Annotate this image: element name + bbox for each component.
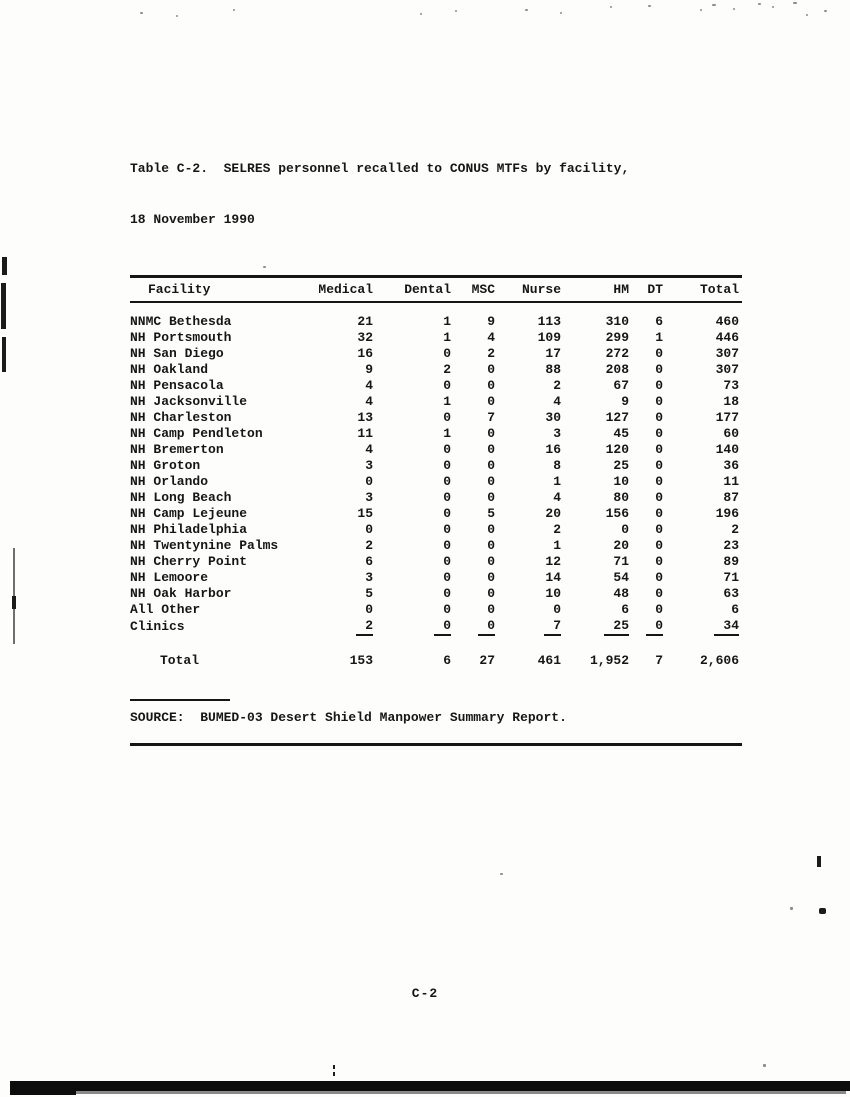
value-cell: 0 xyxy=(655,570,663,585)
value-cell: 6 xyxy=(621,602,629,617)
value-cell: 5 xyxy=(365,586,373,601)
value-cell: 13 xyxy=(357,410,373,425)
facility-cell: NH Long Beach xyxy=(130,490,232,505)
value-cell: 21 xyxy=(357,314,373,329)
value-cell: 2 xyxy=(487,346,495,361)
facility-cell: NH Oakland xyxy=(130,362,209,377)
value-cell: 0 xyxy=(655,506,663,521)
table-row xyxy=(130,618,742,636)
value-cell: 0 xyxy=(487,426,495,441)
value-cell: 0 xyxy=(443,538,451,553)
table-block xyxy=(130,126,742,746)
scan-speck xyxy=(819,908,826,914)
value-cell: 0 xyxy=(443,506,451,521)
scanner-edge-shadow xyxy=(76,1091,846,1094)
facility-cell: All Other xyxy=(130,602,201,617)
value-cell: 0 xyxy=(443,490,451,505)
value-cell: 2 xyxy=(316,618,376,636)
value-cell: 299 xyxy=(605,330,629,345)
column-header: Total xyxy=(666,277,742,303)
value-cell: 6 xyxy=(443,653,451,668)
value-cell: 3 xyxy=(365,570,373,585)
value-cell: 0 xyxy=(487,362,495,377)
table-header xyxy=(130,277,742,303)
value-cell: 196 xyxy=(715,506,739,521)
value-cell: 88 xyxy=(545,362,561,377)
facility-cell: NH Groton xyxy=(130,458,201,473)
facility-cell: Clinics xyxy=(130,619,185,634)
value-cell: 153 xyxy=(349,653,373,668)
scan-speck xyxy=(455,10,457,12)
value-cell: 60 xyxy=(723,426,739,441)
value-cell: 27 xyxy=(479,653,495,668)
table-row xyxy=(130,442,742,458)
value-cell: 310 xyxy=(605,314,629,329)
value-cell: 8 xyxy=(553,458,561,473)
table-body xyxy=(130,302,742,671)
value-cell: 0 xyxy=(655,394,663,409)
scan-speck xyxy=(733,8,735,10)
value-cell: 14 xyxy=(545,570,561,585)
value-cell: 0 xyxy=(655,426,663,441)
value-cell: 0 xyxy=(443,554,451,569)
value-cell: 3 xyxy=(553,426,561,441)
selres-recall-table xyxy=(130,275,742,671)
table-row xyxy=(130,506,742,522)
facility-cell: NNMC Bethesda xyxy=(130,314,232,329)
table-row xyxy=(130,602,742,618)
value-cell: 208 xyxy=(605,362,629,377)
bottom-rule xyxy=(130,743,742,746)
value-cell: 0 xyxy=(443,602,451,617)
value-cell: 7 xyxy=(655,653,663,668)
value-cell: 2 xyxy=(553,522,561,537)
column-header: DT xyxy=(632,277,666,303)
value-cell: 12 xyxy=(545,554,561,569)
scan-mark xyxy=(12,596,16,609)
value-cell: 71 xyxy=(723,570,739,585)
value-cell: 461 xyxy=(537,653,561,668)
value-cell: 120 xyxy=(605,442,629,457)
value-cell: 54 xyxy=(613,570,629,585)
scan-mark xyxy=(2,337,6,372)
value-cell: 20 xyxy=(613,538,629,553)
value-cell: 0 xyxy=(632,618,666,636)
value-cell: 17 xyxy=(545,346,561,361)
value-cell: 6 xyxy=(365,554,373,569)
value-cell: 1 xyxy=(443,394,451,409)
value-cell: 1,952 xyxy=(589,653,629,668)
source-note: SOURCE: BUMED-03 Desert Shield Manpower Summary Report. xyxy=(130,710,567,725)
value-cell: 10 xyxy=(613,474,629,489)
value-cell: 0 xyxy=(443,522,451,537)
value-cell: 0 xyxy=(487,394,495,409)
value-cell: 460 xyxy=(715,314,739,329)
scan-speck xyxy=(817,856,821,867)
scan-speck xyxy=(333,1072,335,1076)
value-cell: 4 xyxy=(365,394,373,409)
table-row xyxy=(130,362,742,378)
facility-cell: NH Pensacola xyxy=(130,378,224,393)
facility-cell: NH Jacksonville xyxy=(130,394,248,409)
facility-cell: NH Lemoore xyxy=(130,570,209,585)
value-cell: 1 xyxy=(655,330,663,345)
scan-mark xyxy=(2,257,7,275)
value-cell: 446 xyxy=(715,330,739,345)
value-cell: 67 xyxy=(613,378,629,393)
scan-speck xyxy=(420,13,422,15)
facility-cell: NH San Diego xyxy=(130,346,224,361)
value-cell: 36 xyxy=(723,458,739,473)
column-header: Facility xyxy=(130,277,316,303)
value-cell: 0 xyxy=(443,378,451,393)
value-cell: 4 xyxy=(487,330,495,345)
value-cell: 16 xyxy=(545,442,561,457)
value-cell: 34 xyxy=(666,618,742,636)
value-cell: 0 xyxy=(655,442,663,457)
value-cell: 30 xyxy=(545,410,561,425)
value-cell: 0 xyxy=(655,378,663,393)
table-row xyxy=(130,378,742,394)
value-cell: 23 xyxy=(723,538,739,553)
scan-speck xyxy=(176,15,178,17)
scan-speck xyxy=(824,10,827,12)
facility-cell: NH Camp Pendleton xyxy=(130,426,263,441)
column-header: Nurse xyxy=(498,277,564,303)
value-cell: 1 xyxy=(443,330,451,345)
column-header: MSC xyxy=(454,277,498,303)
value-cell: 0 xyxy=(443,442,451,457)
value-cell: 0 xyxy=(443,474,451,489)
value-cell: 0 xyxy=(443,586,451,601)
value-cell: 272 xyxy=(605,346,629,361)
value-cell: 9 xyxy=(621,394,629,409)
value-cell: 0 xyxy=(487,378,495,393)
value-cell: 15 xyxy=(357,506,373,521)
facility-cell: NH Bremerton xyxy=(130,442,224,457)
value-cell: 63 xyxy=(723,586,739,601)
value-cell: 6 xyxy=(655,314,663,329)
scan-speck xyxy=(263,266,266,268)
value-cell: 9 xyxy=(365,362,373,377)
value-cell: 0 xyxy=(487,522,495,537)
table-header-row xyxy=(130,277,742,303)
value-cell: 5 xyxy=(487,506,495,521)
value-cell: 89 xyxy=(723,554,739,569)
total-row xyxy=(130,636,742,671)
facility-cell: NH Twentynine Palms xyxy=(130,538,279,553)
value-cell: 4 xyxy=(553,490,561,505)
facility-cell: NH Orlando xyxy=(130,474,209,489)
value-cell: 140 xyxy=(715,442,739,457)
value-cell: 25 xyxy=(613,458,629,473)
source-divider-rule xyxy=(130,699,230,701)
value-cell: 1 xyxy=(443,426,451,441)
page-number: C-2 xyxy=(411,986,439,1001)
facility-cell: NH Portsmouth xyxy=(130,330,232,345)
value-cell: 2 xyxy=(731,522,739,537)
value-cell: 0 xyxy=(621,522,629,537)
scan-speck xyxy=(806,14,808,16)
value-cell: 113 xyxy=(537,314,561,329)
value-cell: 4 xyxy=(365,442,373,457)
value-cell: 16 xyxy=(357,346,373,361)
value-cell: 4 xyxy=(553,394,561,409)
facility-cell: NH Oak Harbor xyxy=(130,586,232,601)
value-cell: 109 xyxy=(537,330,561,345)
table-row xyxy=(130,394,742,410)
value-cell: 80 xyxy=(613,490,629,505)
value-cell: 10 xyxy=(545,586,561,601)
value-cell: 0 xyxy=(655,346,663,361)
scan-speck xyxy=(712,4,716,6)
facility-cell: NH Charleston xyxy=(130,410,232,425)
value-cell: 0 xyxy=(487,538,495,553)
value-cell: 3 xyxy=(365,458,373,473)
value-cell: 25 xyxy=(564,618,632,636)
scan-speck xyxy=(525,9,528,11)
table-title-line2: 18 November 1990 xyxy=(130,212,255,227)
value-cell: 0 xyxy=(487,442,495,457)
facility-cell: NH Philadelphia xyxy=(130,522,248,537)
scan-mark xyxy=(1,283,6,329)
value-cell: 307 xyxy=(715,362,739,377)
table-row xyxy=(130,346,742,362)
value-cell: 0 xyxy=(365,474,373,489)
value-cell: 0 xyxy=(487,586,495,601)
value-cell: 1 xyxy=(553,538,561,553)
table-row xyxy=(130,302,742,330)
value-cell: 0 xyxy=(655,522,663,537)
table-row xyxy=(130,586,742,602)
value-cell: 4 xyxy=(365,378,373,393)
value-cell: 0 xyxy=(487,570,495,585)
facility-cell: NH Camp Lejeune xyxy=(130,506,248,521)
value-cell: 0 xyxy=(655,586,663,601)
value-cell: 0 xyxy=(553,602,561,617)
value-cell: 32 xyxy=(357,330,373,345)
value-cell: 48 xyxy=(613,586,629,601)
value-cell: 0 xyxy=(487,602,495,617)
scan-speck xyxy=(333,1065,335,1069)
value-cell: 3 xyxy=(365,490,373,505)
column-header: HM xyxy=(564,277,632,303)
table-row xyxy=(130,426,742,442)
scan-speck xyxy=(790,907,793,910)
value-cell: 0 xyxy=(487,458,495,473)
value-cell: 2 xyxy=(365,538,373,553)
scanner-edge-bar-left xyxy=(10,1081,76,1095)
table-row xyxy=(130,330,742,346)
value-cell: 71 xyxy=(613,554,629,569)
value-cell: 11 xyxy=(723,474,739,489)
table-title-line1: Table C-2. SELRES personnel recalled to CONUS MTFs by facility, xyxy=(130,161,630,176)
value-cell: 156 xyxy=(605,506,629,521)
value-cell: 18 xyxy=(723,394,739,409)
value-cell: 11 xyxy=(357,426,373,441)
value-cell: 0 xyxy=(487,474,495,489)
value-cell: 0 xyxy=(655,538,663,553)
table-row xyxy=(130,474,742,490)
value-cell: 0 xyxy=(365,522,373,537)
facility-cell: Total xyxy=(160,653,200,668)
scan-speck xyxy=(700,9,702,11)
value-cell: 0 xyxy=(443,570,451,585)
value-cell: 2,606 xyxy=(699,653,739,668)
value-cell: 73 xyxy=(723,378,739,393)
scan-speck xyxy=(758,3,761,5)
value-cell: 0 xyxy=(655,410,663,425)
value-cell: 0 xyxy=(655,458,663,473)
table-row xyxy=(130,522,742,538)
scan-speck xyxy=(140,12,143,14)
value-cell: 2 xyxy=(553,378,561,393)
table-row xyxy=(130,538,742,554)
value-cell: 0 xyxy=(655,362,663,377)
value-cell: 0 xyxy=(376,618,454,636)
scanner-edge-bar xyxy=(10,1081,850,1091)
facility-cell: NH Cherry Point xyxy=(130,554,248,569)
scan-speck xyxy=(500,873,503,875)
value-cell: 20 xyxy=(545,506,561,521)
value-cell: 127 xyxy=(605,410,629,425)
value-cell: 0 xyxy=(443,346,451,361)
table-row xyxy=(130,490,742,506)
value-cell: 177 xyxy=(715,410,739,425)
scan-speck xyxy=(233,9,235,11)
table-row xyxy=(130,410,742,426)
value-cell: 1 xyxy=(553,474,561,489)
value-cell: 0 xyxy=(655,602,663,617)
value-cell: 0 xyxy=(365,602,373,617)
scan-speck xyxy=(793,2,797,4)
scan-speck xyxy=(763,1064,766,1067)
value-cell: 1 xyxy=(443,314,451,329)
value-cell: 0 xyxy=(655,490,663,505)
scan-speck xyxy=(610,6,612,8)
value-cell: 0 xyxy=(454,618,498,636)
value-cell: 0 xyxy=(443,410,451,425)
table-title xyxy=(130,126,742,262)
scan-speck xyxy=(560,12,562,14)
value-cell: 0 xyxy=(487,490,495,505)
value-cell: 87 xyxy=(723,490,739,505)
value-cell: 2 xyxy=(443,362,451,377)
value-cell: 0 xyxy=(655,474,663,489)
value-cell: 0 xyxy=(655,554,663,569)
table-row xyxy=(130,570,742,586)
value-cell: 7 xyxy=(498,618,564,636)
value-cell: 0 xyxy=(443,458,451,473)
table-row xyxy=(130,458,742,474)
value-cell: 9 xyxy=(487,314,495,329)
column-header: Medical xyxy=(316,277,376,303)
scan-speck xyxy=(772,6,774,8)
value-cell: 0 xyxy=(487,554,495,569)
value-cell: 45 xyxy=(613,426,629,441)
table-row xyxy=(130,554,742,570)
value-cell: 6 xyxy=(731,602,739,617)
scan-speck xyxy=(648,5,651,7)
value-cell: 7 xyxy=(487,410,495,425)
column-header: Dental xyxy=(376,277,454,303)
value-cell: 307 xyxy=(715,346,739,361)
